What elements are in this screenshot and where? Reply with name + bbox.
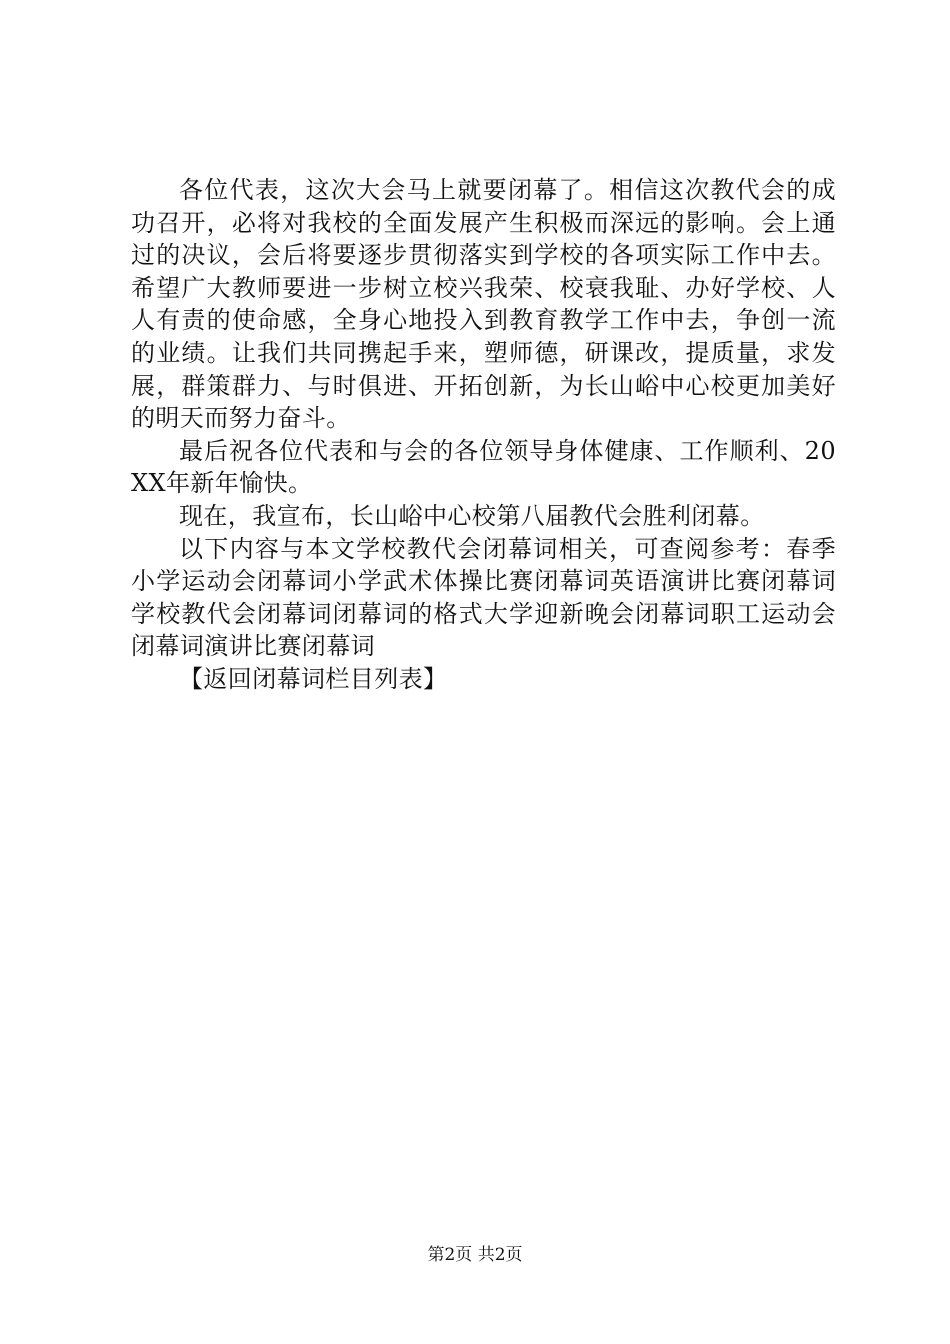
paragraph-related-content: 以下内容与本文学校教代会闭幕词相关，可查阅参考：春季小学运动会闭幕词小学武术体操比赛闭幕词英语演讲比赛闭幕词学校教代会闭幕词闭幕词的格式大学迎新晚会闭幕词职工运动会闭幕词演讲比赛闭幕词 bbox=[131, 534, 836, 661]
paragraph-closing-remarks: 各位代表，这次大会马上就要闭幕了。相信这次教代会的成功召开，必将对我校的全面发展产生积极而深远的影响。会上通过的决议，会后将要逐步贯彻落实到学校的各项实际工作中去。希望广大教师要进一步树立校兴我荣、校衰我耻、办好学校、人人有责的使命感，全身心地投入到教育教学工作中去，争创一流的业绩。让我们共同携起手来，塑师德，研课改，提质量，求发展，群策群力、与时俱进、开拓创新，为长山峪中心校更加美好的明天而努力奋斗。 bbox=[131, 176, 836, 433]
paragraph-wishes: 最后祝各位代表和与会的各位领导身体健康、工作顺利、20XX年新年愉快。 bbox=[131, 436, 836, 498]
paragraph-declaration: 现在，我宣布，长山峪中心校第八届教代会胜利闭幕。 bbox=[179, 501, 765, 530]
page-footer bbox=[0, 1244, 950, 1266]
return-link-line bbox=[131, 663, 836, 696]
page-number: 第2页 共2页 bbox=[427, 1245, 523, 1265]
return-to-list-link[interactable]: 【返回闭幕词栏目列表】 bbox=[179, 664, 448, 693]
document-body bbox=[131, 174, 836, 696]
